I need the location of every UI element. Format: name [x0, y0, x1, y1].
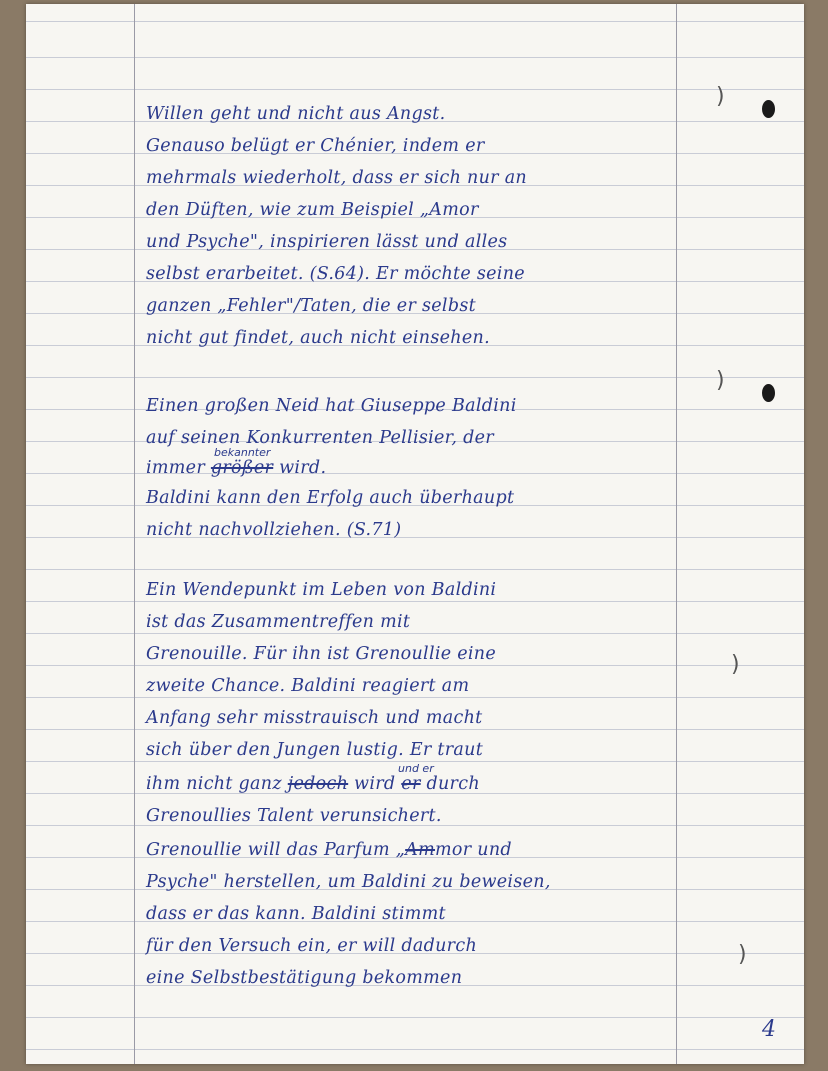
ring-hook-icon: )	[716, 368, 725, 393]
text-line: immer größer wird.	[146, 458, 327, 478]
text-line: selbst erarbeitet. (S.64). Er möchte seine	[146, 264, 525, 284]
text-line: eine Selbstbestätigung bekommen	[146, 968, 463, 988]
crossed-out-word: jedoch	[287, 774, 349, 794]
text-line: Ein Wendepunkt im Leben von Baldini	[146, 580, 497, 600]
text-line: Grenouille. Für ihn ist Grenoullie eine	[146, 644, 497, 664]
text-line: Baldini kann den Erfolg auch überhaupt	[146, 488, 515, 508]
text-line: ganzen „Fehler"/Taten, die er selbst	[146, 296, 476, 316]
page-number: 4	[762, 1017, 776, 1042]
text-line: Genauso belügt er Chénier, indem er	[146, 136, 485, 156]
text-line: Psyche" herstellen, um Baldini zu beweisen,	[146, 872, 551, 892]
crossed-out-word: er	[401, 774, 421, 794]
inserted-word: und er	[398, 762, 434, 775]
text-line: ist das Zusammentreffen mit	[146, 612, 411, 632]
text-line: für den Versuch ein, er will dadurch	[146, 936, 478, 956]
text-line: auf seinen Konkurrenten Pellisier, der	[146, 428, 494, 448]
inserted-word: bekannter	[214, 446, 271, 459]
text-line: Einen großen Neid hat Giuseppe Baldini	[146, 396, 517, 416]
ring-hook-icon: )	[738, 942, 747, 967]
text-line: ihm nicht ganz jedoch wird er durch	[146, 774, 480, 794]
notebook-page	[26, 4, 804, 1064]
text-line: Grenoullies Talent verunsichert.	[146, 806, 442, 826]
text-line: nicht gut findet, auch nicht einsehen.	[146, 328, 490, 348]
crossed-out-word: größer	[210, 458, 274, 478]
text-line: sich über den Jungen lustig. Er traut	[146, 740, 484, 760]
right-margin-line	[676, 4, 677, 1064]
text-line: zweite Chance. Baldini reagiert am	[146, 676, 470, 696]
text-line: mehrmals wiederholt, dass er sich nur an	[146, 168, 528, 188]
crossed-out-word: Am	[405, 840, 436, 860]
text-line: Anfang sehr misstrauisch und macht	[146, 708, 483, 728]
ring-hook-icon: )	[716, 84, 725, 109]
text-line: dass er das kann. Baldini stimmt	[146, 904, 446, 924]
text-line: den Düften, wie zum Beispiel „Amor	[146, 200, 479, 220]
text-line: und Psyche", inspirieren lässt und alles	[146, 232, 508, 252]
text-line: nicht nachvollziehen. (S.71)	[146, 520, 402, 540]
ring-hook-icon: )	[731, 652, 740, 677]
text-line: Grenoullie will das Parfum „Ammor und	[146, 840, 512, 860]
left-margin-line	[134, 4, 135, 1064]
punch-hole	[762, 100, 775, 118]
punch-hole	[762, 384, 775, 402]
text-line: Willen geht und nicht aus Angst.	[146, 104, 446, 124]
